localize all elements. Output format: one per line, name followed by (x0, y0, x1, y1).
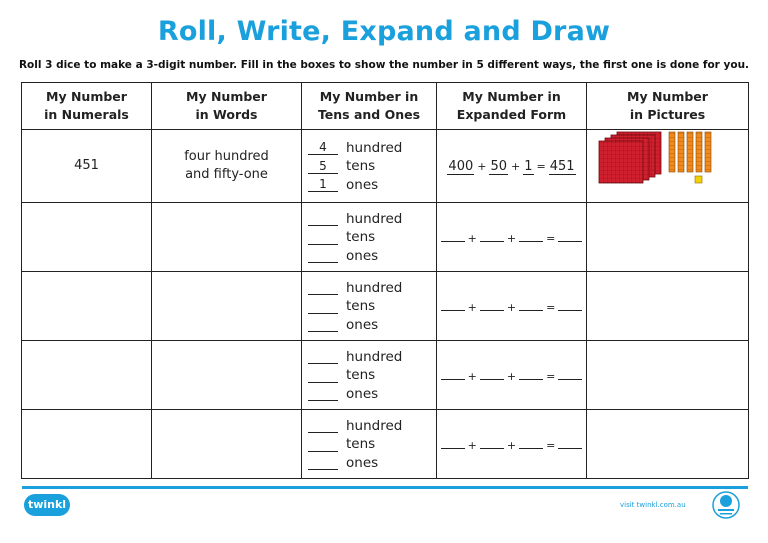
expanded-cell[interactable]: + + = (437, 203, 587, 272)
header-pictures: My Number in Pictures (587, 83, 749, 130)
quality-badge-icon (711, 490, 741, 520)
hundreds-blocks (599, 132, 661, 183)
tens-ones-cell[interactable]: hundred tens ones (302, 272, 437, 341)
pictures-cell[interactable] (587, 410, 749, 479)
header-words: My Number in Words (152, 83, 302, 130)
table-row (22, 203, 749, 272)
tens-ones-cell[interactable]: hundred tens ones (302, 341, 437, 410)
numeral-cell[interactable] (22, 341, 152, 410)
numeral-cell[interactable] (22, 203, 152, 272)
base-ten-blocks-image (587, 130, 749, 198)
worksheet-title: Roll, Write, Expand and Draw (157, 16, 611, 47)
tens-ones-cell[interactable]: hundred tens ones (302, 410, 437, 479)
words-cell[interactable] (152, 410, 302, 479)
header-row (22, 83, 749, 130)
ones-cube (695, 176, 702, 183)
pictures-cell[interactable] (587, 203, 749, 272)
header-expanded: My Number in Expanded Form (437, 83, 587, 130)
example-expanded: 400 + 50 + 1 = 451 (437, 130, 587, 203)
expanded-cell[interactable]: + + = (437, 410, 587, 479)
table-row (22, 272, 749, 341)
table-row (22, 410, 749, 479)
example-ones-value: 1 (308, 177, 338, 192)
words-cell[interactable] (152, 203, 302, 272)
visit-link[interactable]: visit twinkl.com.au (620, 501, 686, 509)
twinkl-logo: twinkl (24, 494, 70, 516)
tens-ones-cell[interactable]: hundred tens ones (302, 203, 437, 272)
instructions-text: Roll 3 dice to make a 3-digit number. Fill in the boxes to show the number in 5 different ways, the first one is done for you. (18, 59, 750, 71)
header-tens-ones: My Number in Tens and Ones (302, 83, 437, 130)
example-pictures (587, 130, 749, 203)
words-cell[interactable] (152, 341, 302, 410)
example-hundreds-value: 4 (308, 140, 338, 155)
header-numerals: My Number in Numerals (22, 83, 152, 130)
numeral-cell[interactable] (22, 272, 152, 341)
pictures-cell[interactable] (587, 341, 749, 410)
tens-rods (669, 132, 711, 172)
expanded-cell[interactable]: + + = (437, 272, 587, 341)
worksheet-table (21, 82, 749, 479)
words-cell[interactable] (152, 272, 302, 341)
example-tens-ones: 4 hundred 5 tens 1 ones (302, 130, 437, 203)
example-words: four hundred and fifty-one (152, 130, 302, 203)
example-tens-value: 5 (308, 159, 338, 174)
table-row (22, 341, 749, 410)
pictures-cell[interactable] (587, 272, 749, 341)
numeral-cell[interactable] (22, 410, 152, 479)
footer-divider (22, 486, 748, 489)
expanded-cell[interactable]: + + = (437, 341, 587, 410)
table-row-example (22, 130, 749, 203)
example-numeral: 451 (22, 130, 152, 203)
